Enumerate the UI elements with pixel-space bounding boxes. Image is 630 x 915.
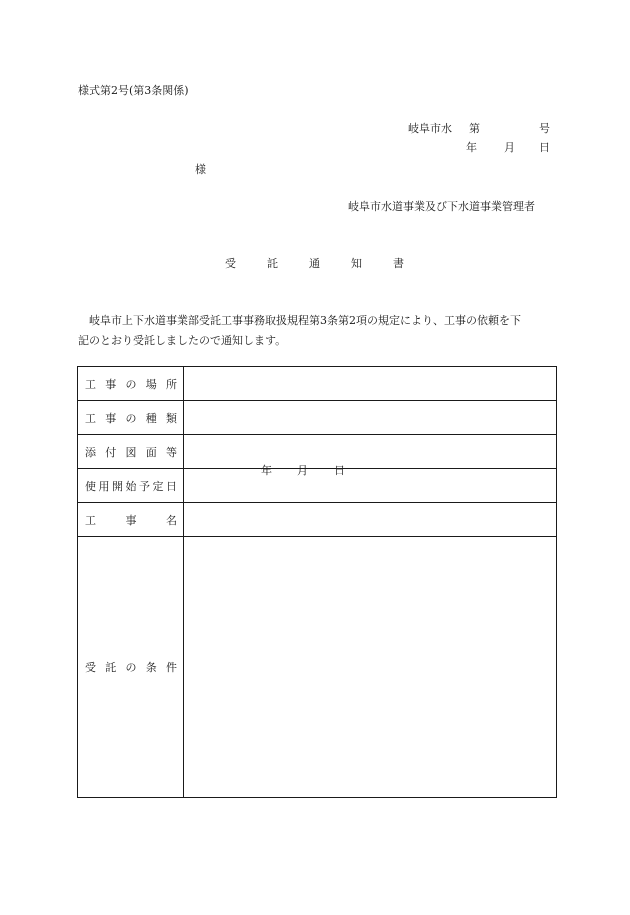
work-location-field[interactable] xyxy=(184,367,557,401)
title-char: 託 xyxy=(267,257,278,270)
table-row xyxy=(78,469,557,503)
addressee-suffix: 様 xyxy=(195,163,206,176)
label-work-location: 工 事 の 場 所 xyxy=(78,367,184,401)
title-char: 受 xyxy=(225,257,236,270)
contract-details-table xyxy=(77,366,557,798)
start-date-day: 日 xyxy=(334,464,345,477)
table-row xyxy=(78,367,557,401)
issue-date-year: 年 xyxy=(466,141,477,154)
work-name-field[interactable] xyxy=(184,503,557,537)
start-date-month: 月 xyxy=(297,464,308,477)
issue-date-day: 日 xyxy=(539,141,550,154)
start-date-year: 年 xyxy=(261,464,272,477)
label-planned-start-date: 使 用 開 始 予 定 日 xyxy=(78,469,184,503)
notice-body-line-2: 記のとおり受託しましたので通知します。 xyxy=(78,334,287,347)
issue-date-month: 月 xyxy=(504,141,515,154)
work-type-field[interactable] xyxy=(184,401,557,435)
notice-body xyxy=(78,311,556,351)
table-row xyxy=(78,503,557,537)
reference-prefix: 岐阜市水 xyxy=(408,122,452,135)
contract-conditions-field[interactable] xyxy=(184,537,557,798)
label-work-type: 工 事 の 種 類 xyxy=(78,401,184,435)
planned-start-date-field[interactable] xyxy=(184,464,557,503)
notice-body-line-1: 岐阜市上下水道事業部受託工事事務取扱規程第3条第2項の規定により、工事の依頼を下 xyxy=(89,314,521,327)
table-row xyxy=(78,401,557,435)
issuer-name: 岐阜市水道事業及び下水道事業管理者 xyxy=(348,200,535,213)
table-row xyxy=(78,435,557,469)
title-char: 書 xyxy=(393,257,404,270)
label-attached-drawings: 添 付 図 面 等 xyxy=(78,435,184,469)
attached-drawings-field[interactable] xyxy=(184,435,557,469)
form-number: 様式第2号(第3条関係) xyxy=(78,84,189,97)
title-char: 通 xyxy=(309,257,320,270)
reference-dai: 第 xyxy=(469,122,480,135)
reference-go: 号 xyxy=(539,122,550,135)
table-row xyxy=(78,537,557,798)
title-char: 知 xyxy=(351,257,362,270)
label-work-name: 工 事 名 xyxy=(78,503,184,537)
label-contract-conditions: 受 託 の 条 件 xyxy=(78,537,184,798)
